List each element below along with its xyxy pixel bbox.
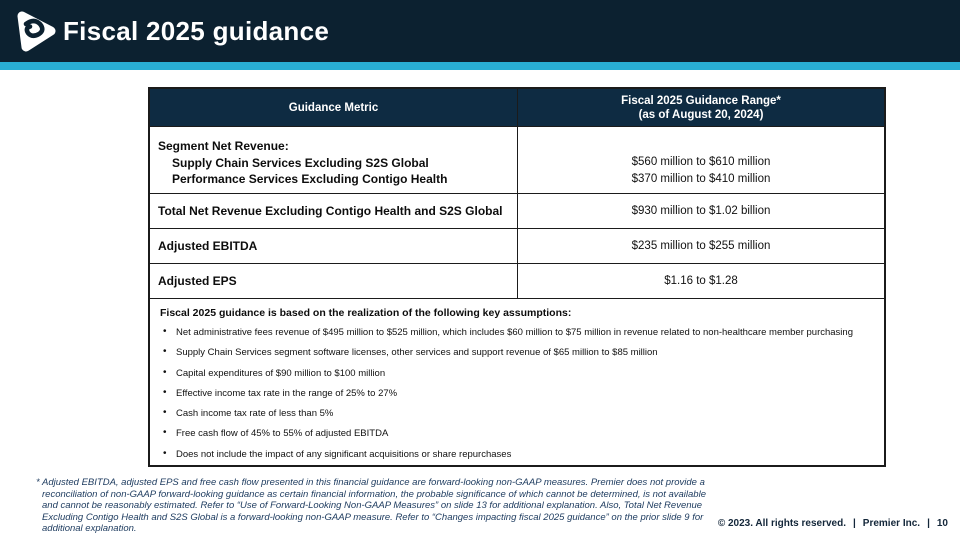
guidance-table: [148, 87, 886, 467]
assumption-bullet: • Effective income tax rate in the range of 25% to 27%: [160, 388, 874, 408]
footer-page-number: 10: [936, 518, 948, 529]
header-bar: [0, 0, 960, 62]
segment-item-label: Supply Chain Services Excluding S2S Global: [172, 155, 429, 170]
segment-values: [518, 127, 884, 193]
footnote: * Adjusted EBITDA, adjusted EPS and free cash flow presented in this financial guidance are forward-looking non-GAAP measures. Premier does not provide a reconciliation of non-GAAP forward-looking guidance as certain financial information, the probable significance of which cannot be determined, is not available and cannot be reasonably estimated. Refer to “Use of Forward-Looking Non-GAAP Measures” on slide 13 for additional explanation. Also, Total Net Revenue Excluding Contigo Health and S2S Global is a forward-looking non-GAAP measure. Refer to “Changes impacting fiscal 2025 guidance” on the prior slide 9 for additional explanation.: [36, 477, 706, 535]
footer-separator: |: [852, 518, 856, 529]
assumption-bullet: • Free cash flow of 45% to 55% of adjusted EBITDA: [160, 428, 874, 448]
footer-company: Premier Inc.: [862, 518, 921, 529]
col-header-range-line1: Fiscal 2025 Guidance Range*: [621, 94, 781, 107]
footer-copyright: © 2023. All rights reserved.: [717, 518, 846, 529]
col-header-range-line2: (as of August 20, 2024): [638, 108, 764, 121]
row-label: Total Net Revenue Excluding Contigo Health and S2S Global: [150, 194, 518, 228]
segment-item-value: $560 million to $610 million: [631, 156, 771, 168]
assumptions-heading: Fiscal 2025 guidance is based on the realization of the following key assumptions:: [160, 307, 572, 319]
row-value: $1.16 to $1.28: [664, 275, 738, 287]
table-row-segment-net-revenue: [150, 126, 884, 193]
segment-item-value: $370 million to $410 million: [631, 172, 771, 185]
accent-stripe: [0, 62, 960, 70]
assumption-bullet: • Supply Chain Services segment software licenses, other services and support revenue of $65 million to $85 million: [160, 347, 874, 367]
segment-group-label: Segment Net Revenue:: [158, 139, 289, 153]
page-title: Fiscal 2025 guidance: [63, 15, 330, 46]
row-value: $235 million to $255 million: [631, 240, 771, 252]
premier-logo-icon: [13, 9, 57, 53]
row-value: $930 million to $1.02 billion: [631, 205, 771, 217]
segment-labels: [150, 127, 518, 193]
assumption-bullet: • Net administrative fees revenue of $495 million to $525 million, which includes $60 million to $75 million in revenue related to non-healthcare member purchasing: [160, 327, 874, 347]
assumption-bullet: • Does not include the impact of any significant acquisitions or share repurchases: [160, 449, 874, 469]
col-header-metric: Guidance Metric: [150, 89, 518, 126]
col-header-range: [518, 89, 884, 126]
table-row-adjusted-ebitda: [150, 228, 884, 263]
row-label: Adjusted EPS: [150, 264, 518, 298]
table-row-adjusted-eps: [150, 263, 884, 298]
table-row-total-net-revenue: [150, 193, 884, 228]
table-header-row: [150, 89, 884, 126]
assumption-bullet: • Cash income tax rate of less than 5%: [160, 408, 874, 428]
footer-separator: |: [927, 518, 930, 529]
row-label: Adjusted EBITDA: [150, 229, 518, 263]
assumptions-section: [150, 298, 884, 465]
footer: [718, 518, 948, 529]
segment-item-label: Performance Services Excluding Contigo Health: [172, 172, 448, 186]
assumption-bullet: • Capital expenditures of $90 million to $100 million: [160, 368, 874, 388]
